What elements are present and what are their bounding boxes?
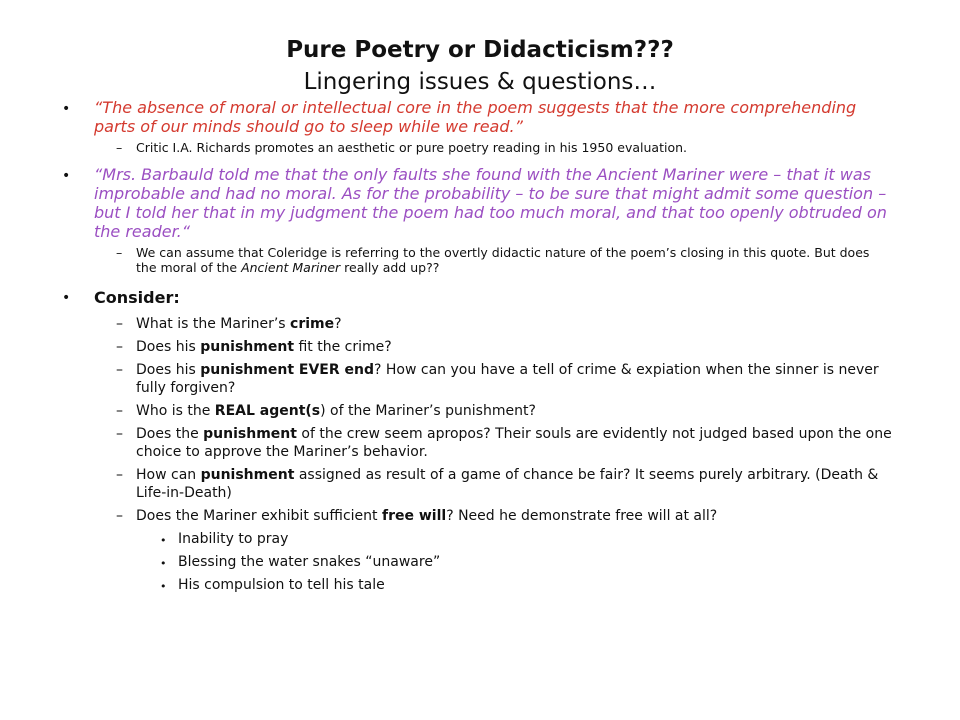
sub-point [94,140,892,155]
bullet: • [62,290,71,306]
dash: – [116,467,123,483]
sub-bullet-pray [94,530,892,548]
sub-bullet-snakes [94,553,892,571]
dash: – [116,140,123,155]
question-text: Who is the [136,403,215,419]
question-text: Does his [136,362,201,378]
slide-body [62,98,892,604]
quote-text: “Mrs. Barbauld told me that the only faults she found with the Ancient Mariner were – that it was improbable and had no moral. As for the probability – to be sure that might admit some question – but I told her that in my judgment the poem had too much moral, and that too openly obtruded on the reader.“ [94,165,887,241]
dash: – [116,508,123,524]
question-keyword: REAL agent(s [214,403,321,419]
dash: – [116,403,123,419]
question-keyword: free will [381,508,447,524]
sub-bullet-text: Blessing the water snakes “unaware” [178,554,441,570]
question-text: Does the Mariner exhibit sufficient [136,508,382,524]
question-4 [94,402,892,420]
dash: – [116,316,123,332]
bullet: • [160,557,167,570]
consider-label: Consider: [94,288,180,307]
sub-point-text: Critic I.A. Richards promotes an aesthetic or pure poetry reading in his 1950 evaluation. [136,140,687,155]
bullet: • [160,580,167,593]
dash: – [116,426,123,442]
question-text: ? [334,316,342,332]
dash: – [116,362,123,378]
question-text: Does his [136,339,201,355]
question-text: ? Need he demonstrate free will at all? [446,508,718,524]
quote-text: “The absence of moral or intellectual core in the poem suggests that the more comprehending parts of our minds should go to sleep while we read.” [94,98,857,136]
quote-item-barbauld [62,165,892,275]
question-text: ? How can you have a tell of crime & expiation when the sinner is never fully forgiven? [136,362,879,396]
question-keyword: punishment [203,426,297,442]
title-line-2: Lingering issues & questions… [303,69,657,95]
question-text: Does the [136,426,204,442]
sub-bullet-tale [94,576,892,594]
sub-point [94,245,892,275]
question-text: ) of the Mariner’s punishment? [320,403,536,419]
bullet: • [62,101,71,117]
question-2 [94,338,892,356]
question-keyword: punishment EVER end [200,362,374,378]
sub-bullet-text: Inability to pray [178,531,289,547]
work-title: Ancient Mariner [241,260,341,275]
quote-item-richards [62,98,892,155]
question-3 [94,361,892,397]
dash: – [116,339,123,355]
sub-point-text-b: really add up?? [340,260,440,275]
question-keyword: punishment [200,339,295,355]
question-7 [94,507,892,525]
sub-point-text-a: We can assume that Coleridge is referring to the overtly didactic nature of the poem’s closing in this quote. But does the moral of the [136,245,870,275]
bullet: • [160,534,167,547]
bullet: • [62,168,71,184]
sub-bullet-text: His compulsion to tell his tale [178,577,385,593]
question-keyword: punishment [200,467,295,483]
slide-title [0,34,960,98]
question-1 [94,315,892,333]
question-text: of the crew seem apropos? Their souls are evidently not judged based upon the one choice to approve the Mariner’s behavior. [136,426,892,460]
title-line-1: Pure Poetry or Didacticism??? [286,37,674,63]
question-text: fit the crime? [294,339,392,355]
question-6 [94,466,892,502]
question-keyword: crime [290,316,335,332]
question-text: assigned as result of a game of chance be fair? It seems purely arbitrary. (Death & Life-in-Death) [136,467,879,501]
consider-item [62,287,892,594]
question-5 [94,425,892,461]
question-text: How can [136,467,201,483]
dash: – [116,245,123,260]
question-text: What is the Mariner’s [136,316,291,332]
